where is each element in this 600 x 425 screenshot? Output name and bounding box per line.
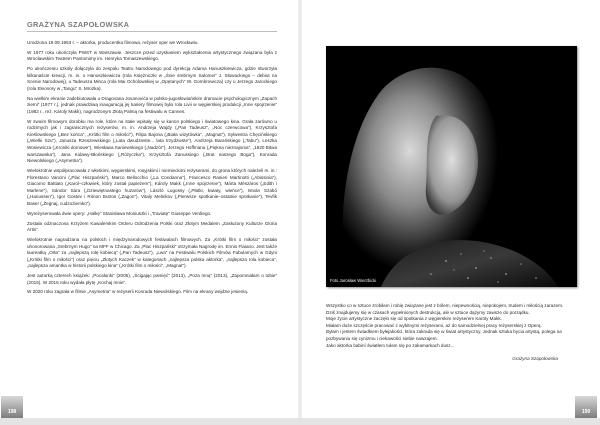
quote-line: Wszystko co w sztuce zrobiłam i robię związane jest z bólem, niepewnością, niepokojem, trudem i miłością zarazem.	[326, 303, 564, 308]
quote-text	[326, 303, 578, 349]
quote-line: Jako aktorka babiní światłem tułam się po zakamarkach dusz...	[326, 342, 455, 348]
paragraph: Urodzona 19.09.1953 r. – aktorka, producentka filmowa, reżyser oper we Wrocławiu.	[27, 40, 199, 45]
portrait-image	[326, 46, 577, 287]
book-gutter	[298, 0, 302, 418]
page-number-right: 199	[575, 396, 597, 418]
quote-line: Dziś znajdujemy się w czasach wypełnionych destrukcją, ale w sztuce dążymy zawsze do porządku.	[326, 309, 530, 315]
quote-line: Miałam duże szczęście pracować z wybitnymi reżyserami, aż do samodzielnej pracy reżyserskiej z Operą.	[326, 322, 542, 328]
paragraph: Wielokrotnie współpracowała z włoskimi, węgierskimi, rosyjskimi i niemieckimi reżyserami, do grona których należeli m. in.: Florestano Vancini („Plac Hiszpański”), Marco Bellocchio („La Condanna”), Francesco Ranieri Martinotti („Abissinia”), Giacomo Battiato („Karol–człowiek, który został papieżem”), Károly Makk („Inne spojrzenie”), Márta Mészáros („Edith i Marlene”), Sándor Sára („Dziewiętnastego huzarów”), László Lugossy („Płatki, kwiaty, wieńce”), István Szabó („Hanussen”), Igor Gostev i Rimon Butros („Zagon”), Vitaly Melnikov („Pierwsze spotkanie–ostatnie spotkanie”), Tevfik Baser („Żegnaj, cudzoziemko”).	[27, 168, 277, 206]
title-divider	[27, 31, 277, 32]
quote-line: Byłam i jestem świadkiem byłejakości, która zakrada się w świat artystyczny. Jednak sztuka bycia artystą, polega na pozbywaniu się cynizmu i ciekawości siebie nawzajem.	[326, 329, 562, 341]
page-number-left: 198	[1, 396, 23, 418]
right-page	[300, 0, 600, 418]
signature: Grażyna Szapołowska	[512, 356, 558, 361]
page-title: GRAŻYNA SZAPOŁOWSKA	[27, 20, 130, 29]
paragraph: Na wielkim ekranie zadebiutowała u Dragovana Jovanovića w polsko-jugosłowiańskim dramacie psychologicznym „Zapach ziemi” (1977 r.), jednak prawdziwą inauguracją jej kariery filmowej była rola Livii w węgierskiej produkcji „Inne spojrzenie” (1982 r., reż. Károly Makk), nagrodzonym Złotą Palmą na festiwalu w Cannes.	[27, 95, 277, 114]
photo-credit: Foto Jarosław Wierzbicki	[330, 278, 377, 283]
bottom-edge	[0, 418, 600, 425]
quote-line: Moje życie artystyczne zaczęło się od spotkania z węgierskim reżyserem Karoly Makk.	[326, 316, 502, 322]
paragraph: Została odznaczona Krzyżem Kawalerskim Orderu Odrodzenia Polski oraz Złotym Medalem „Zasłużony Kulturze Gloria Artis”.	[27, 220, 277, 233]
paragraph: Po ukończeniu szkoły dołączyła do zespołu Teatru Narodowego pod dyrekcją Adama Hanuszkiewicza, gdzie stworzyła kilkanaście kreacji, m. in. u Hanuszkiewicza (rola Księżniczki w „Śnie srebrnym Salomei” J. Słowackiego – debiut na Scenie Narodowej), u Tadeusza Minca (rola Mai Ocholowskiej w „Opętanych” W. Gombrowicza) czy u Jerzego Jarockiego (rola Eleonory w „Tangu” S. Mrożka).	[27, 66, 277, 91]
paragraph: W 1977 roku ukończyła PWST w Warszawie. Jeszcze przed uzyskaniem wykształcenia artystycznego związana była z Wrocławskim Teatrem Pantomimy im. Henryka Tomaszewskiego.	[27, 49, 277, 62]
left-page	[0, 0, 300, 418]
paragraph: Wyreżyserowała dwie opery: „Halkę” Stanisława Moniuszki i „Traviatę” Giuseppe Verdiego.	[27, 210, 212, 216]
paragraph: W 2020 roku zagrała w filmie „Asymetria” w reżyserii Konrada Niewolskiego. Film na ekrany wejdzie jesienią.	[27, 289, 249, 295]
paragraph: Wielokrotnie nagradzana na polskich i międzynarodowych festiwalach filmowych. Za „Krótki film o miłości” została uhonorowana „Srebrnym Hugo” na MFF w Chicago. Za „Plac Hiszpański” otrzymała Nagrodę im. Ennio Flaiano. Jest także laureatką „Orła” za „najlepszą rolę kobiecą” („Pan Tadeusz”), „Lwa” na Festiwalu Polskich Filmów Fabularnych w Gdyni („Krótki film o miłości”) oraz pięciu „Złotych Kaczek” w kategoriach „najlepsza polska aktorka”, „najlepsza rola kobieca”, „najlepsza amantka w historii polskiego kina” („Krótki film o miłości”, „Magnat”).	[27, 236, 277, 269]
biography-text	[27, 40, 277, 299]
paragraph: W swoim filmowym dorobku ma role, które na stałe wpisały się w kanon polskiego i światowego kina. Grała zarówno u rodzimych jak i zagranicznych reżyserów, m. in. Andrzeja Wajdy („Pan Tadeusz”, „Noc czerwcowa”), Krzysztofa Kieślowskiego („Bez końca”, „Krótki film o miłości”), Filipa Bajona („Biała wizytówka”, „Magnat”), Sylwestra Chęcińskiego („Wielki Szu”), Janusza Rzeszewskiego („Lata dwudzieste... lata trzydzieste”), Andrzeja Barańskiego („Tabu”), Leszka Wosiewicza („Kroniki domowe”), Wiesława Saniewskiego („Nadzór”), Jerzego Hoffmana („Pięknа nieznajoma”, „1920 Bitwa warszawska”), Jana Kidawy-Błońskiego („Różyczka”), Krzysztofa Zanussiego („Brat naszego Boga”), Konrada Niewolskiego („Asymetria”).	[27, 118, 277, 164]
portrait-photo	[326, 46, 577, 287]
paragraph: Jest autorką czterech książek: „Pocałunki” (2005), „Ścigając pamięć” (2013), „Poza mną” (2013), „Zapomniałam o tobie” (2015). W 2016 roku wydała płytę „Kochaj mnie”.	[27, 273, 277, 285]
